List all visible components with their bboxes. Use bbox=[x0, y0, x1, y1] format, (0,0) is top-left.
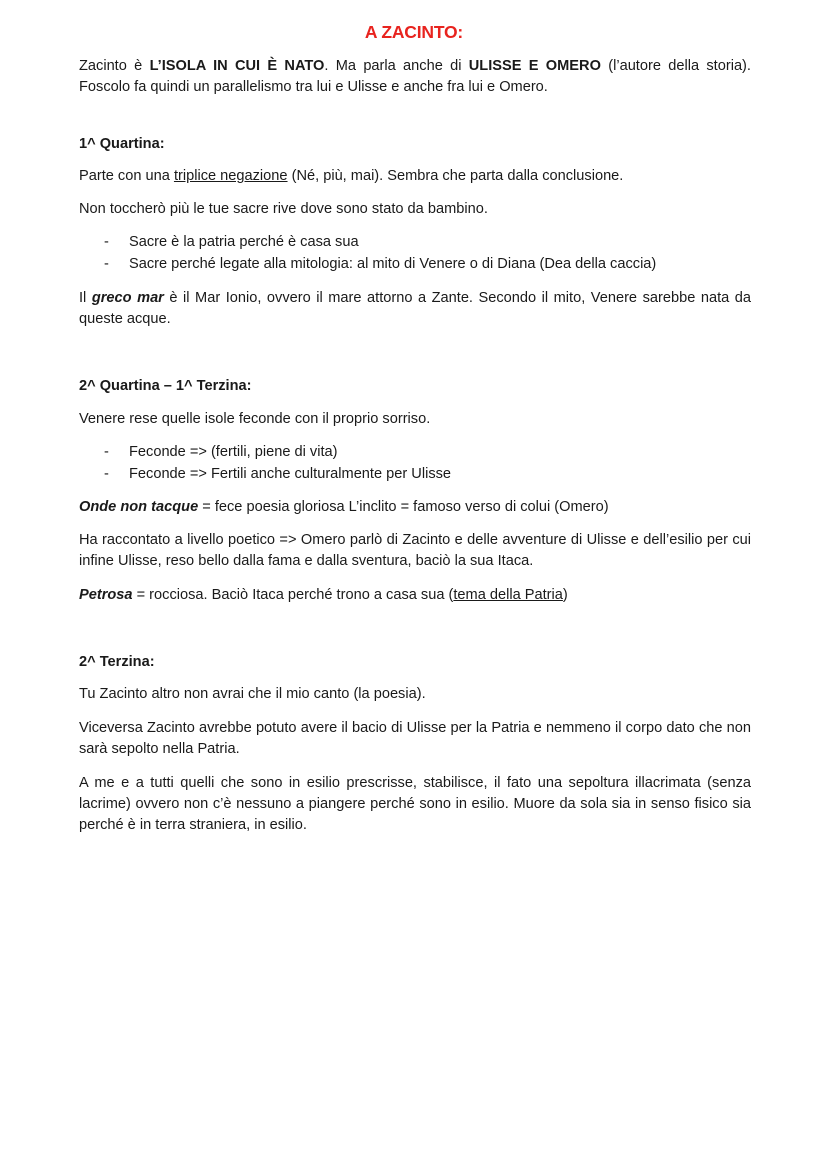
s1-line-3-text-a: Il bbox=[79, 290, 92, 306]
s1-underlined-term: triplice negazione bbox=[173, 168, 288, 184]
list-item-text: Feconde => Fertili anche culturalmente per Ulisse bbox=[129, 466, 452, 482]
bullet-dash: - bbox=[104, 256, 109, 272]
s2-line-4-text-a: = rocciosa. Baciò Itaca perché trono a casa sua ( bbox=[132, 587, 454, 603]
intro-paragraph bbox=[79, 56, 751, 98]
s1-line-1 bbox=[79, 166, 751, 187]
s3-line-2: Viceversa Zacinto avrebbe potuto avere il bacio di Ulisse per la Patria e nemmeno il corpo dato che non sarà sepolto nella Patria. bbox=[79, 720, 751, 757]
s2-bold-italic-term-1: Onde non tacque bbox=[79, 499, 199, 515]
section-1-heading: 1^ Quartina: bbox=[79, 136, 165, 152]
s1-line-3-text-b: è il Mar Ionio, ovvero il mare attorno a Zante. Secondo il mito, Venere sarebbe nata da queste acque. bbox=[79, 290, 751, 327]
intro-text-1: Zacinto è bbox=[79, 58, 150, 74]
s3-line-1: Tu Zacinto altro non avrai che il mio canto (la poesia). bbox=[79, 686, 426, 702]
s1-bold-italic-term: greco mar bbox=[91, 290, 164, 306]
s2-line-2-text: = fece poesia gloriosa L’inclito = famoso verso di colui (Omero) bbox=[198, 499, 609, 515]
s1-line-2: Non toccherò più le tue sacre rive dove sono stato da bambino. bbox=[79, 201, 488, 217]
s2-line-4 bbox=[79, 585, 751, 606]
s2-bold-italic-term-2: Petrosa bbox=[79, 587, 133, 603]
list-item-text: Sacre è la patria perché è casa sua bbox=[129, 234, 359, 250]
s3-line-3: A me e a tutti quelli che sono in esilio prescrisse, stabilisce, il fato una sepoltura illacrimata (senza lacrime) ovvero non c’è nessuno a piangere perché sono in esilio. Muore da sola sia in senso fisico sia perché è in terra straniera, in esilio. bbox=[79, 775, 751, 833]
intro-text-2: . Ma parla anche di bbox=[324, 58, 469, 74]
s2-line-4-text-b: ) bbox=[562, 587, 568, 603]
bullet-dash: - bbox=[104, 444, 109, 460]
page-title: A ZACINTO: bbox=[364, 22, 464, 42]
bullet-dash: - bbox=[104, 234, 109, 250]
intro-bold-2: ULISSE E OMERO bbox=[468, 58, 601, 74]
section-2-heading: 2^ Quartina – 1^ Terzina: bbox=[79, 378, 252, 394]
s2-line-2 bbox=[79, 497, 751, 518]
intro-bold-1: L’ISOLA IN CUI È NATO bbox=[149, 58, 325, 74]
bullet-dash: - bbox=[104, 466, 109, 482]
list-item-text: Feconde => (fertili, piene di vita) bbox=[129, 444, 338, 460]
list-item-text: Sacre perché legate alla mitologia: al mito di Venere o di Diana (Dea della caccia) bbox=[129, 256, 657, 272]
s2-line-3: Ha raccontato a livello poetico => Omero parlò di Zacinto e delle avventure di Ulisse e dell’esilio per cui infine Ulisse, reso bello dalla fama e dalla sventura, baciò la sua Itaca. bbox=[79, 532, 751, 569]
s1-line-1-text-b: (Né, più, mai). Sembra che parta dalla conclusione. bbox=[287, 168, 624, 184]
s1-line-3 bbox=[79, 288, 751, 330]
s1-line-1-text-a: Parte con una bbox=[79, 168, 174, 184]
s2-line-1: Venere rese quelle isole feconde con il proprio sorriso. bbox=[79, 411, 431, 427]
section-3-heading: 2^ Terzina: bbox=[79, 654, 155, 670]
s2-underlined-term: tema della Patria bbox=[453, 587, 563, 603]
intro-text-3: (l’autore della storia). Foscolo fa quindi un parallelismo tra lui e Ulisse e anche fra lui e Omero. bbox=[79, 58, 751, 95]
